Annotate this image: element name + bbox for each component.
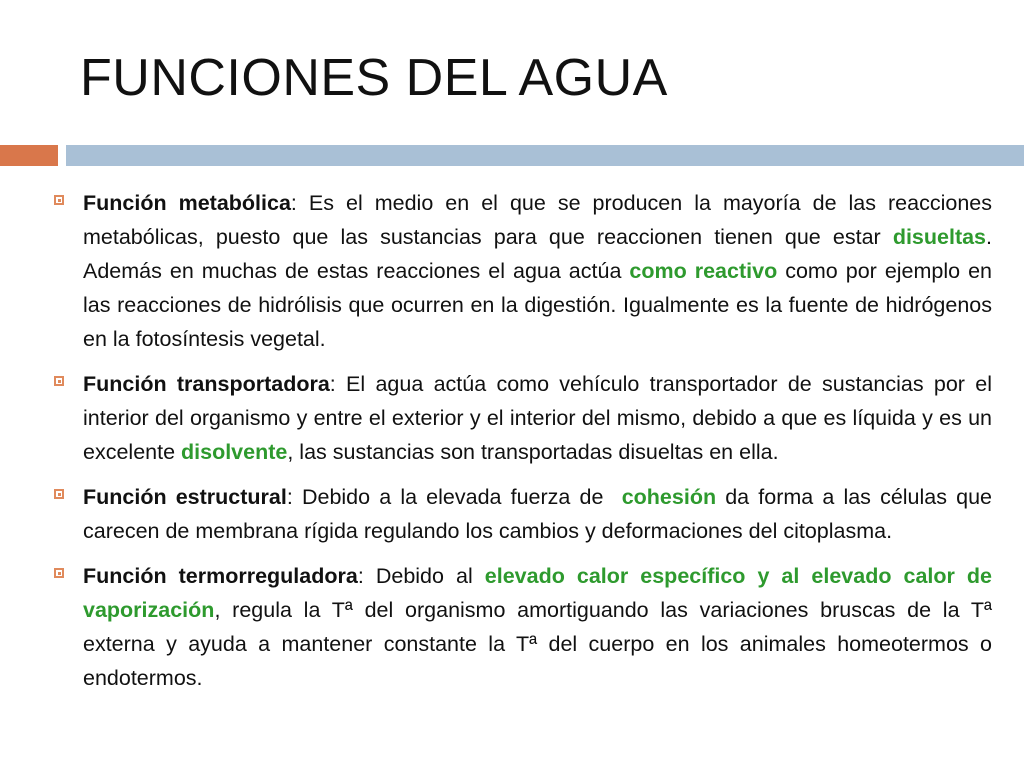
item-text-part: , las sustancias son transportadas disueltas en ella. (287, 440, 779, 464)
item-text-part: da forma a las células que carecen de membrana rígida regulando los cambios y deformaciones del citoplasma. (83, 485, 992, 543)
highlight-text: disolvente (181, 440, 288, 464)
item-text-part: . Además en muchas de estas reacciones el agua actúa (83, 225, 992, 283)
highlight-text: disueltas (892, 225, 987, 249)
bullet-list (50, 186, 992, 706)
highlight-text: como reactivo (629, 259, 778, 283)
item-label: Función metabólica (83, 191, 291, 215)
square-bullet-icon (54, 489, 64, 499)
highlight-text: cohesión (621, 485, 717, 509)
highlight-text: elevado calor específico y al elevado calor de vaporización (83, 564, 992, 622)
item-text (83, 559, 992, 695)
square-bullet-icon (54, 195, 64, 205)
item-text-part: : Es el medio en el que se producen la mayoría de las reacciones metabólicas, puesto que las sustancias para que reaccionen tienen que estar (83, 191, 992, 249)
item-text-part: como por ejemplo en las reacciones de hidrólisis que ocurren en la digestión. Igualmente es la fuente de hidrógenos en la fotosíntesis vegetal. (83, 259, 993, 351)
item-text (83, 480, 992, 548)
list-item-funcion-transportadora (50, 367, 992, 469)
item-label: Función estructural (83, 485, 287, 509)
square-bullet-icon (54, 376, 64, 386)
slide-title: FUNCIONES DEL AGUA (80, 49, 668, 107)
list-item-funcion-estructural (50, 480, 992, 548)
item-label: Función termorreguladora (83, 564, 358, 588)
accent-bar-orange (0, 145, 58, 166)
square-bullet-icon (54, 568, 64, 578)
item-text-part: , regula la Tª del organismo amortiguando las variaciones bruscas de la Tª externa y ayuda a mantener constante la Tª del cuerpo en los animales homeotermos o endotermos. (83, 598, 992, 690)
item-text (83, 186, 992, 356)
accent-bar-blue (66, 145, 1024, 166)
list-item-funcion-metabolica (50, 186, 992, 356)
item-text-part: : El agua actúa como vehículo transportador de sustancias por el interior del organismo y entre el exterior y el interior del mismo, debido a que es líquida y es un excelente (83, 372, 992, 464)
list-item-funcion-termorreguladora (50, 559, 992, 695)
item-text (83, 367, 992, 469)
item-text-part: : Debido a la elevada fuerza de (286, 485, 622, 509)
item-text-part: : Debido al (357, 564, 485, 588)
item-label: Función transportadora (83, 372, 330, 396)
